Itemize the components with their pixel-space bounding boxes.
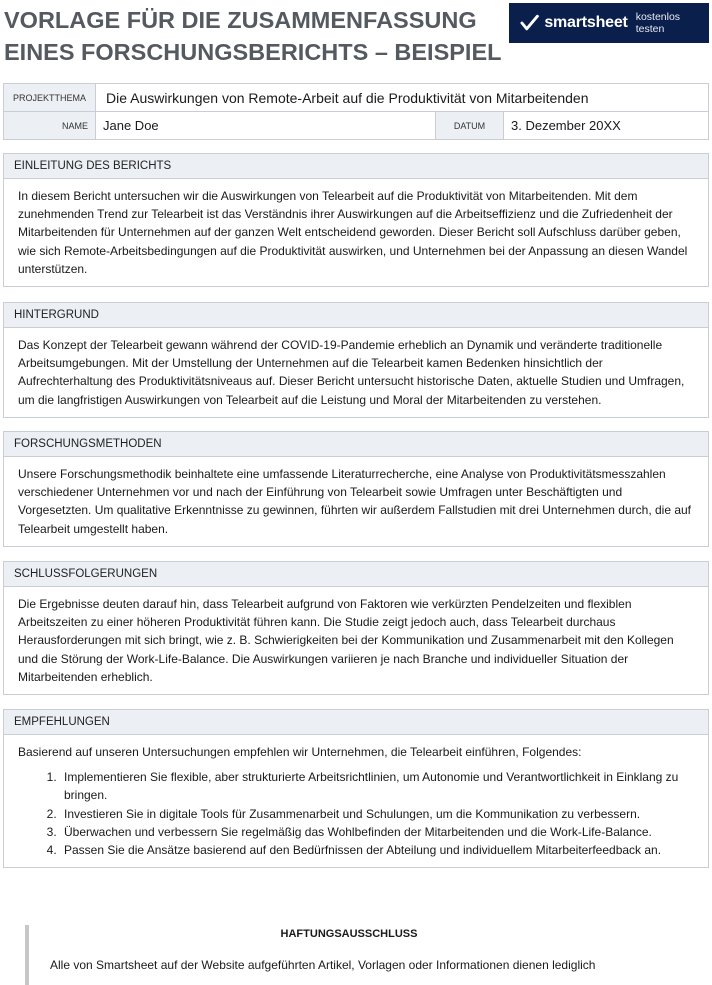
intro-body[interactable]: [4, 179, 708, 286]
background-body[interactable]: [4, 328, 708, 417]
date-value[interactable]: 3. Dezember 20XX: [511, 118, 621, 133]
disclaimer-text: Alle von Smartsheet auf der Website aufgeführten Artikel, Vorlagen oder Informationen dienen lediglich: [50, 958, 596, 972]
conclusions-body[interactable]: [4, 587, 708, 694]
recommendations-list: [18, 768, 694, 859]
recommendation-item: 3. Überwachen und verbessern Sie regelmäßig das Wohlbefinden der Mitarbeitenden und die Work-Life-Balance.: [60, 823, 694, 841]
date-label: DATUM: [436, 112, 504, 139]
background-heading: HINTERGRUND: [4, 303, 708, 328]
methods-text: Unsere Forschungsmethodik beinhaltete eine umfassende Literaturrecherche, eine Analyse von Produktivitätsmesszahlen verschiedener Unternehmen vor und nach der Einführung von Telearbeit sowie Umfragen unter Beschäftigten und Vorgesetzten. Um qualitative Erkenntnisse zu gewinnen, führten wir außerdem Fallstudien mit drei Unternehmen durch, die auf Telearbeit umgestellt haben.: [18, 467, 692, 536]
recommendation-item: 4. Passen Sie die Ansätze basierend auf den Bedürfnissen der Abteilung und individuellem Mitarbeiterfeedback an.: [60, 841, 694, 859]
background-text: Das Konzept der Telearbeit gewann während der COVID-19-Pandemie erheblich an Dynamik und veränderte traditionelle Arbeitsumgebungen. Mit der Umstellung der Unternehmen auf die Telearbeit kamen Bedenken hinsichtlich der Aufrechterhaltung des Produktivitätsniveaus auf. Dieser Bericht untersucht historische Daten, aktuelle Studien und Umfragen, um die langfristigen Auswirkungen von Telearbeit auf die Leistung und Moral der Mitarbeitenden zu verstehen.: [18, 338, 685, 407]
project-topic-value[interactable]: Die Auswirkungen von Remote-Arbeit auf die Produktivität von Mitarbeitenden: [106, 89, 589, 106]
title-line-1: VORLAGE FÜR DIE ZUSAMMENFASSUNG: [4, 7, 477, 33]
recommendation-item: 2. Investieren Sie in digitale Tools für Zusammenarbeit und Schulungen, um die Kommunikation zu verbessern.: [60, 805, 694, 823]
project-topic-label: PROJEKTTHEMA: [4, 84, 96, 111]
smartsheet-check-icon: [520, 13, 539, 33]
recommendation-item: 1. Implementieren Sie flexible, aber strukturierte Arbeitsrichtlinien, um Autonomie und Verantwortlichkeit in Einklang zu bringen.: [60, 768, 694, 804]
recommendations-body[interactable]: [4, 735, 708, 867]
intro-heading: EINLEITUNG DES BERICHTS: [4, 154, 708, 179]
project-info-table: [3, 83, 709, 140]
background-section: [3, 302, 709, 418]
recommendations-section: [3, 709, 709, 868]
disclaimer-block: [25, 925, 709, 985]
logo-cta: kostenlos testen: [635, 11, 681, 35]
conclusions-section: [3, 561, 709, 695]
project-topic-row: [4, 84, 708, 111]
intro-section: [3, 153, 709, 287]
name-value[interactable]: Jane Doe: [96, 112, 436, 139]
name-label: NAME: [4, 112, 96, 139]
methods-section: [3, 431, 709, 547]
title-line-2: EINES FORSCHUNGSBERICHTS – BEISPIEL: [4, 39, 502, 65]
recommendations-heading: EMPFEHLUNGEN: [4, 710, 708, 735]
page-title: [4, 4, 502, 68]
conclusions-text: Die Ergebnisse deuten darauf hin, dass Telearbeit aufgrund von Faktoren wie verkürzten Pendelzeiten und flexiblen Arbeitszeiten zu einer höheren Produktivität führen kann. Die Studie zeigt jedoch auch, dass Telearbeit durchaus Herausforderungen mit sich bringt, wie z. B. Schwierigkeiten bei der Kommunikation und Zusammenarbeit mit den Kollegen und die Störung der Work-Life-Balance. Die Auswirkungen variieren je nach Branche und individueller Situation der Mitarbeitenden erheblich.: [18, 597, 674, 684]
methods-heading: FORSCHUNGSMETHODEN: [4, 432, 708, 457]
intro-text: In diesem Bericht untersuchen wir die Auswirkungen von Telearbeit auf die Produktivität von Mitarbeitenden. Mit dem zunehmenden Trend zur Telearbeit ist das Verständnis ihrer Auswirkungen auf die Arbeitseffizienz und die Zufriedenheit der Mitarbeitenden für Unternehmen auf der ganzen Welt entscheidend geworden. Dieser Bericht soll Aufschluss darüber geben, wie sich Remote-Arbeitsbedingungen auf die Produktivität auswirken, und Unternehmen bei der Anpassung an diesen Wandel unterstützen.: [18, 189, 688, 276]
name-date-row: [4, 111, 708, 139]
smartsheet-logo-button[interactable]: [509, 3, 709, 43]
disclaimer-title: HAFTUNGSAUSSCHLUSS: [280, 928, 418, 940]
conclusions-heading: SCHLUSSFOLGERUNGEN: [4, 562, 708, 587]
methods-body[interactable]: [4, 457, 708, 546]
logo-name: smartsheet: [544, 14, 628, 31]
recommendations-intro: Basierend auf unseren Untersuchungen empfehlen wir Unternehmen, die Telearbeit einführen, Folgendes:: [18, 745, 582, 759]
